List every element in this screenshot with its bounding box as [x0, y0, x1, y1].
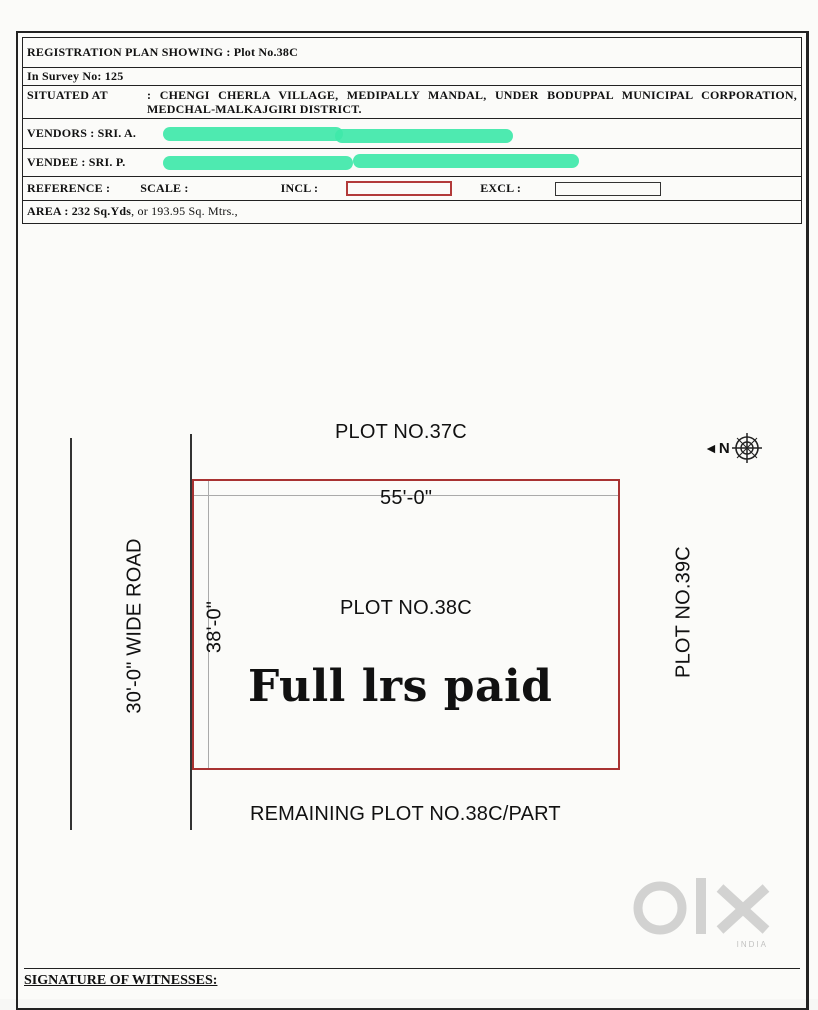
excl-label: EXCL : [480, 181, 522, 195]
incl-swatch [346, 181, 452, 196]
width-dimension: 55'-0" [380, 487, 433, 509]
watermark-region: INDIA [736, 940, 768, 949]
north-marker: N [718, 439, 730, 457]
survey-row [23, 68, 801, 86]
header-table [22, 37, 802, 224]
olx-watermark [632, 872, 782, 952]
survey-number: In Survey No: 125 [27, 69, 124, 83]
incl-label: INCL : [280, 181, 319, 195]
area-value: , or 193.95 Sq. Mtrs., [131, 204, 238, 218]
compass-icon [731, 432, 763, 464]
vendors-label: VENDORS : SRI. A. [27, 126, 137, 140]
scale-label: SCALE : [140, 181, 189, 195]
lrs-paid-stamp: Full lrs paid [248, 661, 553, 712]
redaction-mark [335, 129, 513, 143]
signature-section [24, 968, 800, 989]
reference-label: REFERENCE : [27, 181, 111, 195]
vendee-row [23, 149, 801, 177]
area-row [23, 201, 801, 223]
redaction-mark [353, 154, 579, 168]
situated-row [23, 86, 801, 119]
plot-boundary [192, 479, 620, 770]
situated-value: : CHENGI CHERLA VILLAGE, MEDIPALLY MANDAL, UNDER BODUPPAL MUNICIPAL CORPORATION, MEDCHAL-MALKAJGIRI DISTRICT. [147, 88, 797, 116]
redaction-mark [163, 127, 343, 141]
situated-label: SITUATED AT [27, 88, 108, 102]
vendors-row [23, 119, 801, 149]
road-label: 30'-0" WIDE ROAD [123, 538, 146, 714]
height-dimension: 38'-0" [203, 600, 226, 654]
olx-logo-icon [632, 872, 782, 944]
area-label: AREA : 232 Sq.Yds [27, 204, 132, 218]
south-plot-label: REMAINING PLOT NO.38C/PART [250, 803, 561, 825]
signature-label: SIGNATURE OF WITNESSES: [24, 973, 218, 988]
excl-swatch [555, 182, 661, 196]
road-edge-line [70, 438, 72, 830]
redaction-mark [163, 156, 353, 170]
arrow-left-icon: ◄ [704, 440, 718, 456]
north-plot-label: PLOT NO.37C [335, 421, 467, 443]
reference-row [23, 177, 801, 201]
north-arrow [704, 432, 763, 464]
vendee-label: VENDEE : SRI. P. [27, 155, 126, 169]
document-title: REGISTRATION PLAN SHOWING : Plot No.38C [27, 45, 298, 59]
title-row [23, 38, 801, 68]
plot-label: PLOT NO.38C [340, 597, 472, 619]
east-plot-label: PLOT NO.39C [672, 546, 695, 678]
